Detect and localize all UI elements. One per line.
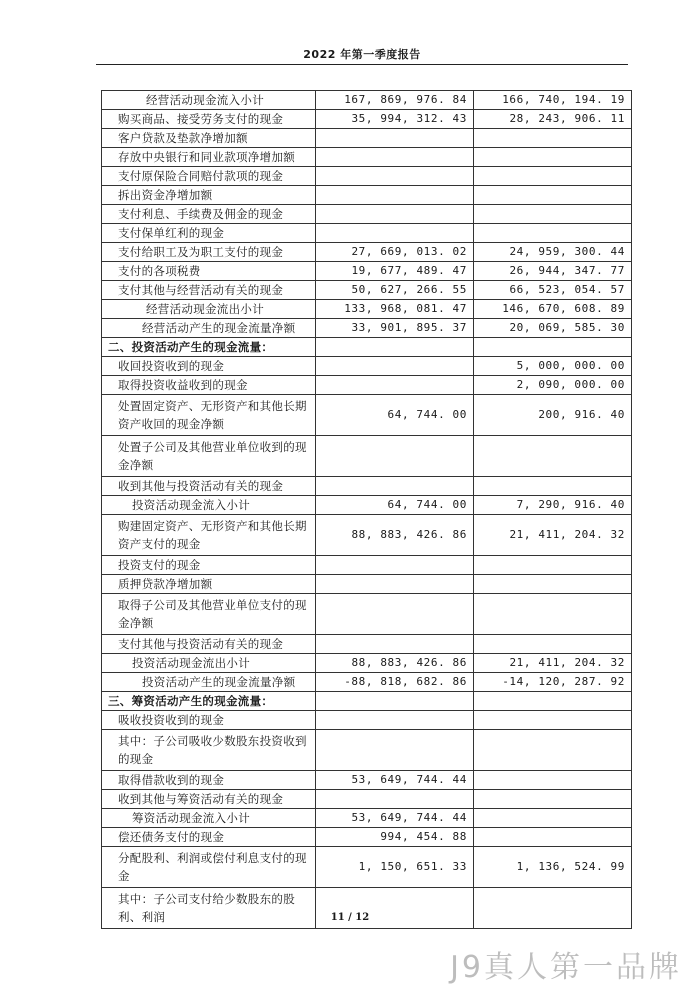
current-period-value: 64, 744. 00 xyxy=(316,496,474,515)
table-row xyxy=(102,224,632,243)
previous-period-value xyxy=(474,692,632,711)
current-period-value: 19, 677, 489. 47 xyxy=(316,262,474,281)
current-period-value xyxy=(316,205,474,224)
current-period-value xyxy=(316,129,474,148)
table-row xyxy=(102,654,632,673)
table-row xyxy=(102,205,632,224)
previous-period-value: 21, 411, 204. 32 xyxy=(474,515,632,556)
previous-period-value: 5, 000, 000. 00 xyxy=(474,357,632,376)
row-label: 收到其他与筹资活动有关的现金 xyxy=(102,790,316,809)
row-label: 其中：子公司吸收少数股东投资收到的现金 xyxy=(102,730,316,771)
previous-period-value xyxy=(474,205,632,224)
previous-period-value: 7, 290, 916. 40 xyxy=(474,496,632,515)
row-label: 其中：子公司支付给少数股东的股利、利润 xyxy=(102,888,316,929)
current-period-value: 33, 901, 895. 37 xyxy=(316,319,474,338)
previous-period-value: 28, 243, 906. 11 xyxy=(474,110,632,129)
previous-period-value xyxy=(474,186,632,205)
previous-period-value xyxy=(474,771,632,790)
section-header-row xyxy=(102,338,632,357)
row-label: 支付其他与投资活动有关的现金 xyxy=(102,635,316,654)
table-row xyxy=(102,148,632,167)
current-period-value xyxy=(316,436,474,477)
table-row xyxy=(102,129,632,148)
current-period-value: 1, 150, 651. 33 xyxy=(316,847,474,888)
table-row xyxy=(102,477,632,496)
current-period-value: 27, 669, 013. 02 xyxy=(316,243,474,262)
previous-period-value xyxy=(474,477,632,496)
previous-period-value xyxy=(474,148,632,167)
table-row xyxy=(102,790,632,809)
row-label: 吸收投资收到的现金 xyxy=(102,711,316,730)
current-period-value: 88, 883, 426. 86 xyxy=(316,515,474,556)
table-row xyxy=(102,771,632,790)
row-label: 取得投资收益收到的现金 xyxy=(102,376,316,395)
row-label: 收回投资收到的现金 xyxy=(102,357,316,376)
previous-period-value xyxy=(474,730,632,771)
previous-period-value: -14, 120, 287. 92 xyxy=(474,673,632,692)
current-period-value xyxy=(316,692,474,711)
row-label: 处置固定资产、无形资产和其他长期资产收回的现金净额 xyxy=(102,395,316,436)
row-label: 收到其他与投资活动有关的现金 xyxy=(102,477,316,496)
previous-period-value xyxy=(474,556,632,575)
previous-period-value xyxy=(474,338,632,357)
current-period-value: 167, 869, 976. 84 xyxy=(316,91,474,110)
current-period-value xyxy=(316,357,474,376)
current-period-value xyxy=(316,167,474,186)
row-label: 存放中央银行和同业款项净增加额 xyxy=(102,148,316,167)
current-period-value: 133, 968, 081. 47 xyxy=(316,300,474,319)
row-label: 投资活动产生的现金流量净额 xyxy=(102,673,316,692)
table-row xyxy=(102,357,632,376)
previous-period-value xyxy=(474,129,632,148)
table-row xyxy=(102,243,632,262)
previous-period-value xyxy=(474,167,632,186)
previous-period-value: 2, 090, 000. 00 xyxy=(474,376,632,395)
previous-period-value xyxy=(474,575,632,594)
cash-flow-table xyxy=(101,90,632,929)
table-row xyxy=(102,673,632,692)
table-row xyxy=(102,847,632,888)
previous-period-value xyxy=(474,790,632,809)
current-period-value xyxy=(316,477,474,496)
row-label: 支付给职工及为职工支付的现金 xyxy=(102,243,316,262)
previous-period-value: 1, 136, 524. 99 xyxy=(474,847,632,888)
row-label: 客户贷款及垫款净增加额 xyxy=(102,129,316,148)
previous-period-value xyxy=(474,635,632,654)
table-row xyxy=(102,436,632,477)
watermark-text: J9真人第一品牌 xyxy=(450,950,682,985)
current-period-value xyxy=(316,224,474,243)
row-label: 经营活动现金流出小计 xyxy=(102,300,316,319)
section-header-row xyxy=(102,692,632,711)
current-period-value xyxy=(316,635,474,654)
section-heading: 二、投资活动产生的现金流量： xyxy=(102,338,316,357)
row-label: 支付其他与经营活动有关的现金 xyxy=(102,281,316,300)
current-period-value xyxy=(316,711,474,730)
current-period-value xyxy=(316,790,474,809)
section-heading: 三、筹资活动产生的现金流量： xyxy=(102,692,316,711)
table-row xyxy=(102,167,632,186)
current-period-value xyxy=(316,594,474,635)
previous-period-value: 66, 523, 054. 57 xyxy=(474,281,632,300)
row-label: 购建固定资产、无形资产和其他长期资产支付的现金 xyxy=(102,515,316,556)
row-label: 偿还债务支付的现金 xyxy=(102,828,316,847)
row-label: 购买商品、接受劳务支付的现金 xyxy=(102,110,316,129)
table-row xyxy=(102,730,632,771)
row-label: 分配股利、利润或偿付利息支付的现金 xyxy=(102,847,316,888)
current-period-value: 88, 883, 426. 86 xyxy=(316,654,474,673)
row-label: 拆出资金净增加额 xyxy=(102,186,316,205)
previous-period-value xyxy=(474,828,632,847)
table-row xyxy=(102,376,632,395)
table-row xyxy=(102,809,632,828)
table-row xyxy=(102,635,632,654)
report-title: 2022 年第一季度报告 xyxy=(303,48,421,61)
row-label: 投资活动现金流入小计 xyxy=(102,496,316,515)
table-row xyxy=(102,496,632,515)
current-period-value xyxy=(316,376,474,395)
table-row xyxy=(102,91,632,110)
table-row xyxy=(102,319,632,338)
row-label: 经营活动产生的现金流量净额 xyxy=(102,319,316,338)
previous-period-value: 21, 411, 204. 32 xyxy=(474,654,632,673)
row-label: 处置子公司及其他营业单位收到的现金净额 xyxy=(102,436,316,477)
page-number: 11 / 12 xyxy=(330,912,370,923)
row-label: 支付的各项税费 xyxy=(102,262,316,281)
row-label: 经营活动现金流入小计 xyxy=(102,91,316,110)
row-label: 投资支付的现金 xyxy=(102,556,316,575)
row-label: 筹资活动现金流入小计 xyxy=(102,809,316,828)
previous-period-value xyxy=(474,711,632,730)
table-row xyxy=(102,186,632,205)
table-row xyxy=(102,828,632,847)
table-row xyxy=(102,575,632,594)
previous-period-value: 146, 670, 608. 89 xyxy=(474,300,632,319)
table-row xyxy=(102,262,632,281)
previous-period-value xyxy=(474,436,632,477)
table-row xyxy=(102,711,632,730)
previous-period-value: 200, 916. 40 xyxy=(474,395,632,436)
current-period-value: 35, 994, 312. 43 xyxy=(316,110,474,129)
previous-period-value: 26, 944, 347. 77 xyxy=(474,262,632,281)
table-row xyxy=(102,594,632,635)
previous-period-value xyxy=(474,594,632,635)
row-label: 质押贷款净增加额 xyxy=(102,575,316,594)
previous-period-value: 20, 069, 585. 30 xyxy=(474,319,632,338)
row-label: 支付利息、手续费及佣金的现金 xyxy=(102,205,316,224)
row-label: 投资活动现金流出小计 xyxy=(102,654,316,673)
current-period-value: 53, 649, 744. 44 xyxy=(316,771,474,790)
table-row xyxy=(102,395,632,436)
current-period-value xyxy=(316,148,474,167)
table-row xyxy=(102,515,632,556)
current-period-value: 50, 627, 266. 55 xyxy=(316,281,474,300)
row-label: 支付保单红利的现金 xyxy=(102,224,316,243)
current-period-value xyxy=(316,730,474,771)
current-period-value xyxy=(316,186,474,205)
current-period-value xyxy=(316,556,474,575)
row-label: 支付原保险合同赔付款项的现金 xyxy=(102,167,316,186)
table-row xyxy=(102,281,632,300)
row-label: 取得借款收到的现金 xyxy=(102,771,316,790)
previous-period-value: 24, 959, 300. 44 xyxy=(474,243,632,262)
row-label: 取得子公司及其他营业单位支付的现金净额 xyxy=(102,594,316,635)
header-rule xyxy=(96,64,628,65)
current-period-value: 53, 649, 744. 44 xyxy=(316,809,474,828)
table-row xyxy=(102,110,632,129)
current-period-value xyxy=(316,575,474,594)
previous-period-value: 166, 740, 194. 19 xyxy=(474,91,632,110)
current-period-value: 64, 744. 00 xyxy=(316,395,474,436)
current-period-value xyxy=(316,338,474,357)
previous-period-value xyxy=(474,809,632,828)
current-period-value: 994, 454. 88 xyxy=(316,828,474,847)
table-row xyxy=(102,300,632,319)
table-row xyxy=(102,556,632,575)
current-period-value: -88, 818, 682. 86 xyxy=(316,673,474,692)
previous-period-value xyxy=(474,224,632,243)
